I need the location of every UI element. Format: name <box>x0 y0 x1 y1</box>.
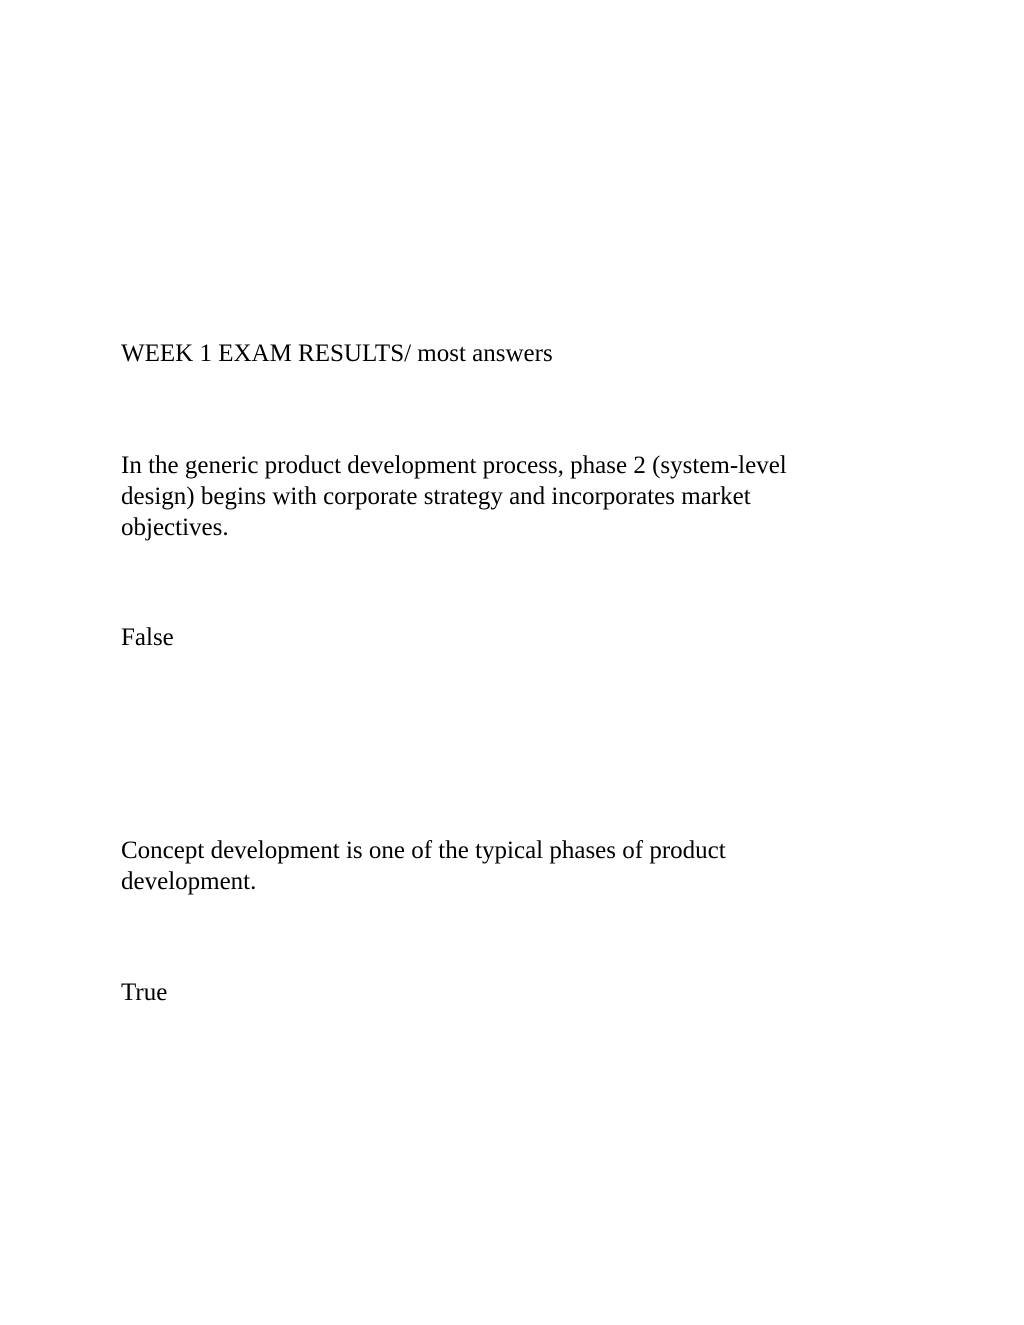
question-2-answer: True <box>121 979 168 1006</box>
question-1-text: In the generic product development process, phase 2 (system-level design) begins with corporate strategy and incorporates market objectives. <box>121 452 787 541</box>
document-title: WEEK 1 EXAM RESULTS/ most answers <box>121 340 553 367</box>
question-2-text: Concept development is one of the typical phases of product development. <box>121 837 726 895</box>
question-1-answer: False <box>121 624 174 651</box>
